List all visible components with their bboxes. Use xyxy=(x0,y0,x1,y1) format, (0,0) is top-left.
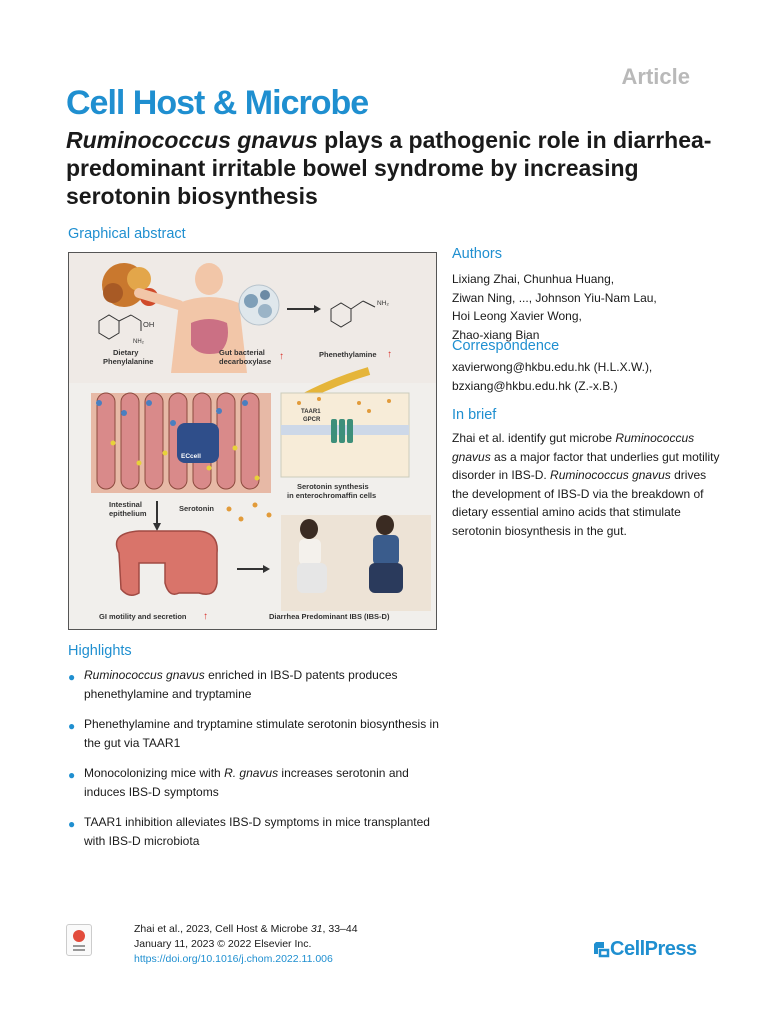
intestinal-label: Intestinal xyxy=(109,500,142,509)
correspondence-section xyxy=(452,338,722,395)
cellpress-wordmark: CellPress xyxy=(610,938,697,960)
serotonin-label: Serotonin xyxy=(179,504,214,513)
graphical-abstract-figure xyxy=(68,252,437,630)
phenethylamine-label: Phenethylamine xyxy=(319,350,377,359)
in-brief-section xyxy=(452,407,722,540)
human-silhouette xyxy=(195,263,223,295)
gi-motility-label: GI motility and secretion xyxy=(99,612,187,621)
authors-line: Hoi Leong Xavier Wong, xyxy=(452,309,582,323)
citation-block xyxy=(134,922,358,967)
decarboxylase-label: decarboxylase xyxy=(219,357,272,366)
check-for-updates-icon[interactable] xyxy=(66,924,92,956)
authors-line: Zhao-xiang Bian xyxy=(452,327,540,342)
in-brief-text: Zhai et al. identify gut microbe Ruminococcus gnavus as a major factor that underlies gut motility disorder in IBS-D. Ruminococcus gnavus drives the development of IBS-D via the breakdown of dietary essential amino acids that stimulate serotonin biosynthesis in the gut. xyxy=(452,431,720,538)
citation-line-2: January 11, 2023 © 2022 Elsevier Inc. xyxy=(134,938,312,950)
dietary-label: Dietary xyxy=(113,348,139,357)
serotonin-synthesis-label: Serotonin synthesis xyxy=(297,482,369,491)
article-title xyxy=(66,126,716,210)
title-rest: plays a pathogenic role in diarrhea-predominant irritable bowel syndrome by increasing serotonin biosynthesis xyxy=(66,127,712,209)
epithelium-label: epithelium xyxy=(109,509,147,518)
bullet-icon: ● xyxy=(68,719,76,733)
highlights-heading: Highlights xyxy=(68,643,132,659)
highlights-list xyxy=(68,666,448,862)
ibs-d-label: Diarrhea Predominant IBS (IBS-D) xyxy=(269,612,390,621)
citation-line-1: Zhai et al., 2023, Cell Host & Microbe 31, 33–44 xyxy=(134,923,358,935)
svg-text:↑: ↑ xyxy=(203,611,208,622)
colon-illustration xyxy=(117,531,218,595)
authors-heading: Authors xyxy=(452,246,502,262)
bullet-icon: ● xyxy=(68,817,76,831)
title-italic: Ruminococcus gnavus xyxy=(66,127,318,153)
oh-label: OH xyxy=(143,320,155,329)
authors-section xyxy=(452,246,722,344)
bullet-icon: ● xyxy=(68,768,76,782)
phenylalanine-label: Phenylalanine xyxy=(103,357,154,366)
ec-cell-label: ECcell xyxy=(181,453,201,460)
highlight-item: ● Ruminococcus gnavus enriched in IBS-D patents produces phenethylamine and tryptamine xyxy=(68,668,398,701)
article-type-label: Article xyxy=(621,64,690,89)
journal-name[interactable]: Cell Host & Microbe xyxy=(66,84,369,122)
graphical-abstract-svg xyxy=(69,253,436,629)
taar1-label: TAAR1 xyxy=(301,409,321,415)
highlight-item: ● Monocolonizing mice with R. gnavus increases serotonin and induces IBS-D symptoms xyxy=(68,766,409,799)
highlight-item: ● TAAR1 inhibition alleviates IBS-D symptoms in mice transplanted with IBS-D microbiota xyxy=(68,815,430,848)
nh2-label-1: NH₂ xyxy=(133,339,144,345)
nh2-label-2: NH₂ xyxy=(377,300,389,307)
authors-line: Lixiang Zhai, Chunhua Huang, xyxy=(452,272,615,286)
svg-text:↑: ↑ xyxy=(279,351,284,362)
enterochromaffin-label: in enterochromaffin cells xyxy=(287,491,377,500)
svg-text:↑: ↑ xyxy=(387,349,392,360)
authors-line: Ziwan Ning, ..., Johnson Yiu-Nam Lau, xyxy=(452,290,657,305)
graphical-abstract-heading: Graphical abstract xyxy=(68,226,186,242)
doi-link[interactable]: https://doi.org/10.1016/j.chom.2022.11.006 xyxy=(134,953,333,965)
cellpress-logo[interactable] xyxy=(592,938,697,961)
in-brief-heading: In brief xyxy=(452,407,497,423)
highlight-item: ● Phenethylamine and tryptamine stimulate serotonin biosynthesis in the gut via TAAR1 xyxy=(68,717,439,750)
email-link[interactable]: xavierwong@hkbu.edu.hk (H.L.X.W.), xyxy=(452,360,653,374)
correspondence-heading: Correspondence xyxy=(452,338,560,354)
cellpress-logo-icon xyxy=(592,938,610,958)
gpcr-label: GPCR xyxy=(303,417,321,423)
email-link[interactable]: bzxiang@hkbu.edu.hk (Z.-x.B.) xyxy=(452,378,618,393)
bullet-icon: ● xyxy=(68,670,76,684)
gut-bacterial-label: Gut bacterial xyxy=(219,348,265,357)
